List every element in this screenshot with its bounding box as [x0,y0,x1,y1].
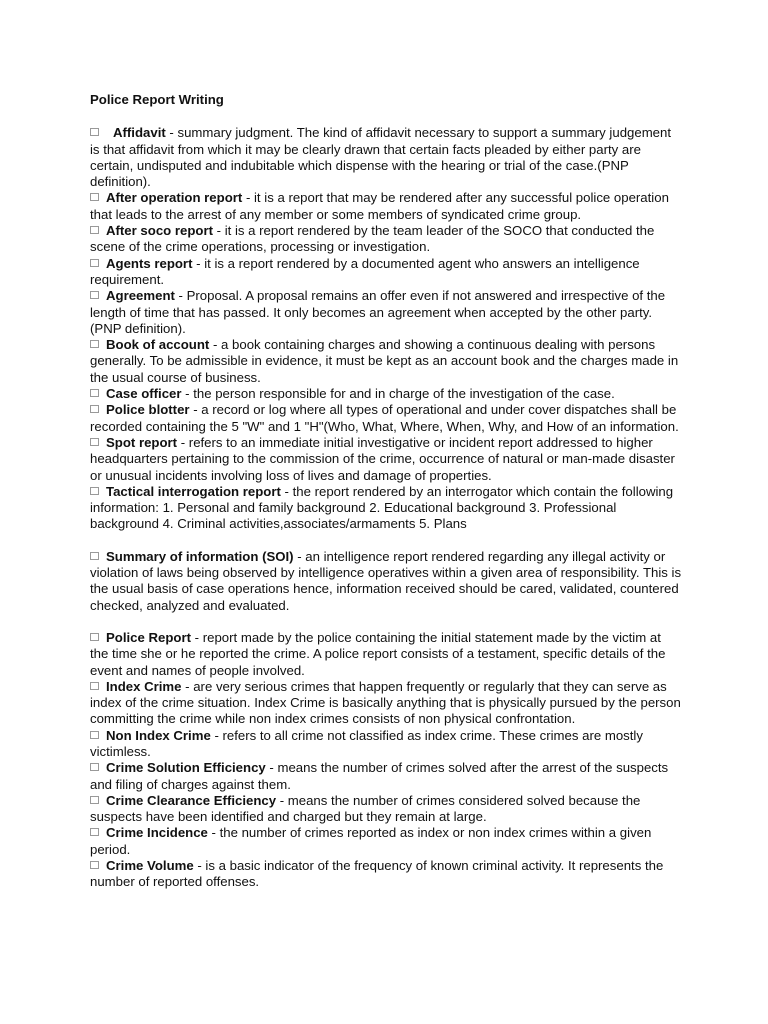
entry-term: Agents report [106,255,193,271]
bullet-icon [90,193,99,201]
entry-term: Crime Incidence [106,825,208,841]
bullet-icon [90,796,99,804]
entry-definition: - a record or log where all types of operational and under cover dispatches shall be recorded containing the 5 "W" and 1 "H"(Who, What, Where, When, Why, and How of an information. [90,402,679,434]
bullet-icon [90,682,99,690]
entry-term: After operation report [106,190,243,206]
entry-affidavit [90,125,682,190]
entry-term: Crime Solution Efficiency [106,760,266,776]
entry-term: Police Report [106,629,192,645]
entry-after-soco-report [90,223,682,256]
entry-term: Summary of information (SOI) [106,548,294,564]
entry-term: Case officer [106,386,182,402]
entry-definition: - summary judgment. The kind of affidavit necessary to support a summary judgement is that affidavit from which it may be clearly drawn that certain facts pleaded by either party are certain, undisputed and indubitable which dispense with the hearing or trial of the case.(PNP definition). [90,125,672,190]
entry-definition: - means the number of crimes solved after the arrest of the suspects and filing of charges against them. [90,760,669,792]
entry-term: Crime Clearance Efficiency [106,792,277,808]
bullet-icon [90,763,99,771]
entry-term: Affidavit [113,125,166,141]
entry-agreement [90,288,682,337]
entry-term: After soco report [106,223,213,239]
document-page [90,92,682,891]
entry-definition: - the report rendered by an interrogator which contain the following information: 1. Personal and family background 2. Educational background 3. Professional background 4. Criminal activities,associates/armaments 5. Plans [90,483,674,532]
bullet-icon [90,861,99,869]
bullet-icon [90,405,99,413]
entry-crime-incidence [90,825,682,858]
bullet-icon [90,731,99,739]
entry-definition: - an intelligence report rendered regarding any illegal activity or violation of laws being observed by intelligence operatives within a given area of responsibility. This is the usual basis of case operations hence, information received should be cared, validated, countered checked, analyzed and evaluated. [90,548,682,613]
entry-term: Police blotter [106,402,190,418]
entry-police-report [90,630,682,679]
entry-definition: - Proposal. A proposal remains an offer even if not answered and irrespective of the length of time that has passed. It only becomes an agreement when accepted by the other party.(PNP definition). [90,288,666,336]
entry-index-crime [90,679,682,728]
bullet-icon [90,552,99,560]
entry-agents-report [90,256,682,289]
bullet-icon [90,487,99,495]
entry-term: Book of account [106,337,210,353]
entry-definition: - report made by the police containing the initial statement made by the victim at the time she or he reported the crime. A police report consists of a testament, specific details of the event and names of people involved. [90,629,666,678]
entry-term: Index Crime [106,678,182,694]
entry-after-operation-report [90,190,682,223]
bullet-icon [90,828,99,836]
entry-term: Agreement [106,288,175,304]
entry-term: Spot report [106,434,178,450]
entry-definition: - the number of crimes reported as index or non index crimes within a given period. [90,825,652,857]
entry-definition: - is a basic indicator of the frequency of known criminal activity. It represents the number of reported offenses. [90,858,664,890]
entry-definition: - a book containing charges and showing a continuous dealing with persons generally. To be admissible in evidence, it must be kept as an account book and the charges made in the usual course of business. [90,337,679,385]
entry-definition: - it is a report rendered by a documented agent who answers an intelligence requirement. [90,255,640,287]
entry-term: Crime Volume [106,858,194,874]
entry-definition: - means the number of crimes considered solved because the suspects have been identified and charged but they remain at large. [90,792,641,825]
entry-definition: - refers to an immediate initial investigative or incident report addressed to higher headquarters pertaining to the commission of the crime, occurrence of natural or man-made disaster or unusual incidents involving loss of lives and damage of properties. [90,434,675,483]
bullet-icon [90,633,99,641]
bullet-icon [90,259,99,267]
entry-definition: - refers to all crime not classified as index crime. These crimes are mostly victimless. [90,727,643,759]
bullet-icon [90,128,99,136]
bullet-icon [90,291,99,299]
entry-term: Tactical interrogation report [106,483,281,499]
entry-crime-volume [90,858,682,891]
entry-book-of-account [90,337,682,386]
entry-crime-solution-efficiency [90,760,682,793]
bullet-icon [90,389,99,397]
entry-definition: - are very serious crimes that happen frequently or regularly that they can serve as index of the crime situation. Index Crime is basically anything that is physically pursued by the person committing the crime while non index crimes consists of non physical confrontation. [90,678,681,727]
entry-non-index-crime [90,728,682,761]
entry-definition: - it is a report rendered by the team leader of the SOCO that conducted the scene of the crime operations, processing or investigation. [90,223,655,255]
entry-definition: - the person responsible for and in charge of the investigation of the case. [181,386,615,402]
bullet-icon [90,438,99,446]
entry-definition: - it is a report that may be rendered after any successful police operation that leads to the arrest of any member or some members of syndicated crime group. [90,190,669,222]
bullet-icon [90,340,99,348]
bullet-icon [90,226,99,234]
entry-spot-report [90,435,682,484]
entry-term: Non Index Crime [106,727,211,743]
entry-case-officer [90,386,682,402]
entry-police-blotter [90,402,682,435]
document-title: Police Report Writing [90,92,224,107]
entry-crime-clearance-efficiency [90,793,682,826]
entry-tactical-interrogation-report [90,484,682,533]
entry-summary-of-information [90,549,682,614]
